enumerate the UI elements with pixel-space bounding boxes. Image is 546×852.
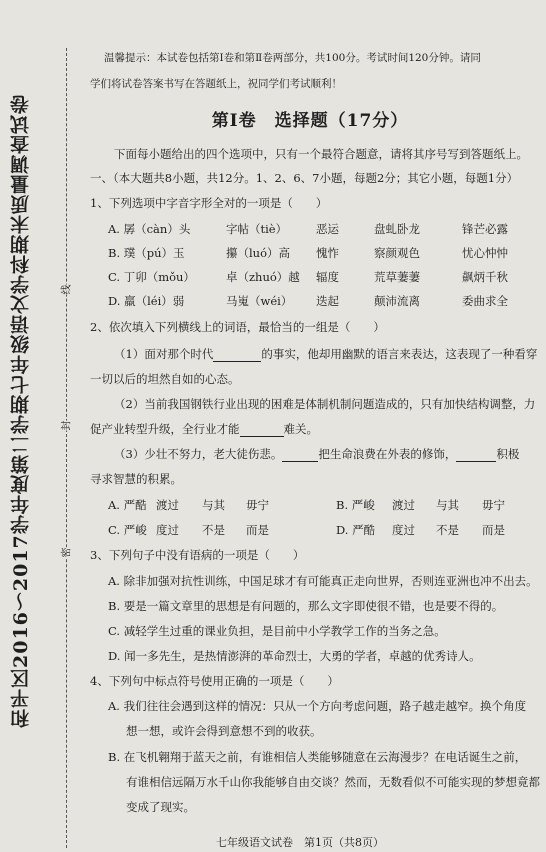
option-text: 而是 bbox=[246, 523, 269, 537]
sentence-text: 的事实，他却用幽默的语言来表达，这表现了一种看穿 bbox=[261, 347, 538, 361]
option-text: 毋宁 bbox=[246, 498, 269, 512]
option-text: 盘虬卧龙 bbox=[374, 222, 420, 236]
option-text: 渡过 bbox=[392, 498, 415, 512]
fill-blank bbox=[282, 449, 318, 462]
question-4-option-b: B. 在飞机翱翔于蓝天之前，有谁相信人类能够随意在云海漫步？在电话诞生之前， bbox=[108, 750, 527, 764]
notice-line-1: 温馨提示：本试卷包括第Ⅰ卷和第Ⅱ卷两部分，共100分。考试时间120分钟。请同 bbox=[104, 52, 481, 64]
question-4-stem: 4、下列句中标点符号使用正确的一项是（ ） bbox=[90, 674, 339, 688]
exam-side-title: 和平区2016～2017学年度第二学期七年级语文学科期末质量调查试卷 bbox=[10, 94, 32, 728]
option-text: 不是 bbox=[436, 523, 459, 537]
option-text: D. 羸（léi）弱 bbox=[108, 294, 185, 308]
option-text: 渡过 bbox=[156, 498, 179, 512]
question-4-option-b-cont: 有谁相信远隔万水千山你我能够自由交谈？然而，无数看似不可能实现的梦想竟都 bbox=[126, 775, 540, 789]
fill-blank bbox=[240, 424, 284, 437]
question-2-sentence-3 bbox=[114, 446, 519, 462]
question-3-option-c: C. 减轻学生过重的课业负担，是目前中小学教学工作的当务之急。 bbox=[108, 624, 446, 638]
option-text: 恶运 bbox=[316, 222, 339, 236]
sentence-text: 难关。 bbox=[283, 422, 318, 436]
option-text: 不是 bbox=[202, 523, 225, 537]
seal-mark-xian: 线 bbox=[58, 285, 73, 295]
sentence-text: 把生命浪费在外表的修饰， bbox=[318, 447, 457, 461]
option-text: 辐度 bbox=[316, 270, 339, 284]
question-2-sentence-1 bbox=[114, 346, 537, 362]
option-text: 锋芒必露 bbox=[462, 222, 508, 236]
section-title: 第Ⅰ卷 选择题（17分） bbox=[211, 111, 409, 131]
option-text: 颠沛流离 bbox=[374, 294, 420, 308]
fill-blank bbox=[456, 449, 496, 462]
exam-content bbox=[90, 0, 540, 852]
question-2-sentence-2-cont bbox=[90, 421, 318, 437]
option-text: 忧心忡忡 bbox=[462, 246, 508, 260]
option-text: B. 严峻 bbox=[336, 498, 375, 512]
option-text: 飙炳千秋 bbox=[462, 270, 508, 284]
question-3-option-a: A. 除非加强对抗性训练，中国足球才有可能真正走向世界，否则连亚洲也冲不出去。 bbox=[108, 574, 538, 588]
option-text: 察颜观色 bbox=[374, 246, 420, 260]
option-text: 卓（zhuó）越 bbox=[226, 270, 300, 284]
option-text: 荒草萋萋 bbox=[374, 270, 420, 284]
question-4-option-a: A. 我们往往会遇到这样的情况：只从一个方向考虑问题，路子越走越窄。换个角度 bbox=[108, 699, 527, 713]
option-text: 委曲求全 bbox=[462, 294, 508, 308]
option-text: 毋宁 bbox=[482, 498, 505, 512]
part-heading: 一、（本大题共8小题，共12分。1、2、6、7小题，每题2分；其它小题，每题1分） bbox=[90, 171, 519, 185]
notice-line-2: 学们将试卷答案书写在答题纸上，祝同学们考试顺利！ bbox=[90, 78, 342, 90]
page-footer: 七年级语文试卷 第1页（共8页） bbox=[216, 836, 384, 849]
option-text: 字帖（tiè） bbox=[226, 222, 288, 236]
option-text: 攥（luó）高 bbox=[226, 246, 291, 260]
sentence-text: 积极 bbox=[496, 447, 520, 461]
option-text: 度过 bbox=[392, 523, 415, 537]
option-text: 马嵬（wéi） bbox=[226, 294, 293, 308]
option-text: 与其 bbox=[202, 498, 225, 512]
question-2-sentence-3-cont: 寻求智慧的积累。 bbox=[90, 472, 182, 486]
sentence-text: （3）少壮不努力，老大徒伤悲。 bbox=[114, 447, 283, 461]
binding-margin bbox=[0, 0, 72, 852]
question-3-option-b: B. 要是一篇文章里的思想是有问题的，那么文字即使很不错，也是要不得的。 bbox=[108, 599, 504, 613]
option-text: D. 严酷 bbox=[336, 523, 376, 537]
option-text: A. 严酷 bbox=[108, 498, 147, 512]
question-4-option-b-cont-2: 变成了现实。 bbox=[126, 800, 195, 814]
option-text: C. 丁卯（mǒu） bbox=[108, 270, 195, 284]
option-text: 而是 bbox=[482, 523, 505, 537]
question-4-option-a-cont: 想一想，或许会得到意想不到的收获。 bbox=[126, 724, 322, 738]
option-text: 迭起 bbox=[316, 294, 339, 308]
sentence-text: 促产业转型升级，全行业才能 bbox=[90, 422, 240, 436]
seal-mark-mi: 密 bbox=[58, 548, 73, 558]
instructions: 下面每小题给出的四个选项中，只有一个最符合题意，请将其序号写到答题纸上。 bbox=[114, 147, 528, 161]
question-2-sentence-1-cont: 一切以后的坦然自如的心态。 bbox=[90, 372, 240, 386]
seal-mark-feng: 封 bbox=[58, 421, 73, 431]
question-3-option-d: D. 闻一多先生，是热情澎湃的革命烈士，大勇的学者，卓越的优秀诗人。 bbox=[108, 649, 481, 663]
seal-line bbox=[66, 48, 67, 848]
option-text: C. 严峻 bbox=[108, 523, 147, 537]
option-text: B. 璞（pú）玉 bbox=[108, 246, 185, 260]
option-text: A. 孱（càn）头 bbox=[108, 222, 191, 236]
question-2-stem: 2、依次填入下列横线上的词语，最恰当的一组是（ ） bbox=[90, 320, 385, 334]
question-1-stem: 1、下列选项中字音字形全对的一项是（ ） bbox=[90, 196, 328, 210]
option-text: 愧怍 bbox=[316, 246, 339, 260]
question-3-stem: 3、下列句子中没有语病的一项是（ ） bbox=[90, 548, 305, 562]
question-2-sentence-2: （2）当前我国钢铁行业出现的困难是体制机制问题造成的，只有加快结构调整，力 bbox=[114, 397, 536, 411]
fill-blank bbox=[213, 349, 261, 362]
option-text: 与其 bbox=[436, 498, 459, 512]
sentence-text: （1）面对那个时代 bbox=[114, 347, 214, 361]
option-text: 度过 bbox=[156, 523, 179, 537]
